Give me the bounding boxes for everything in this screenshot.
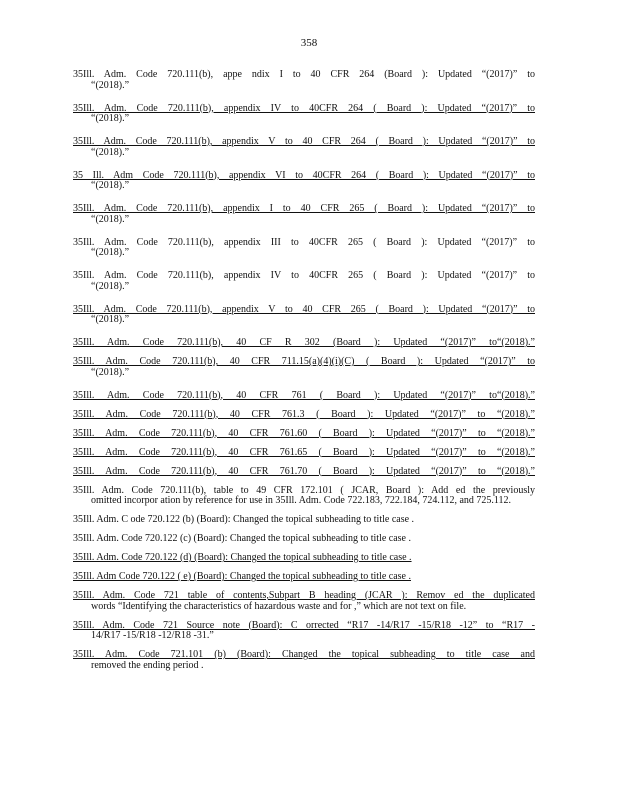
- list-item: [73, 238, 535, 259]
- entry-line-1: 35Ill. Adm. Code 720.111(b), 40 CFR 761.3 ( Board ): Updated “(2017)” to “(2018).”: [73, 408, 535, 420]
- entry-line-1: 35Ill. Adm. Code 721.101 (b) (Board): Changed the topical subheading to title case and: [73, 649, 535, 660]
- entry-line-1: 35 Ill. Adm Code 720.111(b), appendix VI to 40CFR 264 ( Board ): Updated “(2017)” to: [73, 169, 535, 181]
- list-item: [73, 410, 535, 421]
- entry-line-1: 35Ill. Adm. Code 720.111(b), appendix IV to 40CFR 264 ( Board ): Updated “(2017)” to: [73, 102, 535, 114]
- entry-line-1: 35Ill. Adm. Code 720.111(b), 40 CFR 761.65 ( Board ): Updated “(2017)” to “(2018).”: [73, 446, 535, 458]
- amendment-list: [73, 70, 535, 671]
- list-item: [73, 553, 535, 564]
- entry-line-2: words “Identifying the characteristics of hazardous waste and for ,” which are not text on file.: [91, 600, 467, 612]
- entry-line-1: 35Ill. Adm. Code 720.111(b), 40 CFR 761.60 ( Board ): Updated “(2017)” to “(2018).”: [73, 427, 535, 439]
- entry-line-1: 35Ill. Adm. Code 720.111(b), appendix V to 40 CFR 264 ( Board ): Updated “(2017)” to: [73, 136, 535, 147]
- list-item: [73, 357, 535, 378]
- entry-line-1: 35Ill. Adm. Code 720.111(b), table to 49 CFR 172.101 ( JCAR, Board ): Add ed the previously: [73, 484, 535, 496]
- list-item: [73, 467, 535, 478]
- entry-line-1: 35Ill. Adm. Code 720.111(b), 40 CFR 761.70 ( Board ): Updated “(2017)” to “(2018).”: [73, 465, 535, 477]
- entry-line-2: “(2018).”: [91, 247, 130, 258]
- list-item: [73, 171, 535, 192]
- entry-line-2: removed the ending period .: [91, 659, 204, 671]
- entry-line-2: “(2018).”: [91, 113, 130, 124]
- list-item: [73, 70, 535, 91]
- list-item: [73, 137, 535, 158]
- entry-line-1: 35Ill. Adm. C ode 720.122 (b) (Board): Changed the topical subheading to title case .: [73, 514, 415, 525]
- list-item: [73, 104, 535, 125]
- entry-line-1: 35Ill. Adm. Code 720.122 (d) (Board): Changed the topical subheading to title case .: [73, 552, 412, 563]
- page-number: 358: [300, 37, 318, 49]
- list-item: [73, 391, 535, 402]
- list-item: [73, 621, 535, 642]
- list-item: [73, 338, 535, 349]
- list-item: [73, 448, 535, 459]
- list-item: [73, 572, 535, 583]
- entry-line-1: 35Ill. Adm. Code 720.111(b), appendix IV to 40CFR 265 ( Board ): Updated “(2017)” to: [73, 270, 535, 281]
- entry-line-2: “(2018).”: [91, 314, 130, 325]
- entry-line-1: 35Ill. Adm Code 720.122 ( e) (Board): Changed the topical subheading to title case .: [73, 571, 411, 582]
- entry-line-1: 35Ill. Adm. Code 720.122 (c) (Board): Changed the topical subheading to title case .: [73, 533, 411, 544]
- entry-line-1: 35Ill. Adm. Code 720.111(b), appendix III to 40CFR 265 ( Board ): Updated “(2017)” to: [73, 236, 535, 248]
- entry-line-2: 14/R17 -15/R18 -12/R18 -31.”: [91, 630, 214, 641]
- entry-line-1: 35Ill. Adm. Code 720.111(b), 40 CF R 302 (Board ): Updated “(2017)” to“(2018).”: [73, 337, 535, 348]
- entry-line-1: 35Ill. Adm. Code 721 table of contents,Subpart B heading (JCAR ): Remov ed the duplicated: [73, 590, 535, 601]
- entry-line-1: 35Ill. Adm. Code 720.111(b), appe ndix I to 40 CFR 264 (Board ): Updated “(2017)” to: [73, 69, 535, 80]
- list-item: [73, 204, 535, 225]
- entry-line-2: “(2018).”: [91, 146, 130, 158]
- list-item: [73, 429, 535, 440]
- list-item: [73, 271, 535, 292]
- list-item: [73, 515, 535, 526]
- entry-line-1: 35Ill. Adm. Code 720.111(b), 40 CFR 761 ( Board ): Updated “(2017)” to“(2018).”: [73, 389, 535, 401]
- list-item: [73, 305, 535, 326]
- list-item: [73, 486, 535, 507]
- entry-line-2: “(2018).”: [91, 280, 130, 292]
- entry-line-1: 35Ill. Adm. Code 721 Source note (Board): C orrected “R17 -14/R17 -15/R18 -12” to “R17 -: [73, 619, 535, 631]
- list-item: [73, 534, 535, 545]
- list-item: [73, 650, 535, 671]
- entry-line-2: “(2018).”: [91, 366, 130, 378]
- entry-line-1: 35Ill. Adm. Code 720.111(b), appendix I to 40 CFR 265 ( Board ): Updated “(2017)” to: [73, 203, 535, 214]
- entry-line-2: omitted incorpor ation by reference for use in 35Ill. Adm. Code 722.183, 722.184, 724.112, and 725.112.: [91, 495, 512, 506]
- list-item: [73, 591, 535, 612]
- entry-line-2: “(2018).”: [91, 213, 130, 225]
- entry-line-1: 35Ill. Adm. Code 720.111(b), appendix V to 40 CFR 265 ( Board ): Updated “(2017)” to: [73, 303, 535, 315]
- entry-line-2: “(2018).”: [91, 79, 130, 91]
- entry-line-1: 35Ill. Adm. Code 720.111(b), 40 CFR 711.15(a)(4)(i)(C) ( Board ): Updated “(2017)” to: [73, 356, 535, 367]
- entry-line-2: “(2018).”: [91, 180, 130, 191]
